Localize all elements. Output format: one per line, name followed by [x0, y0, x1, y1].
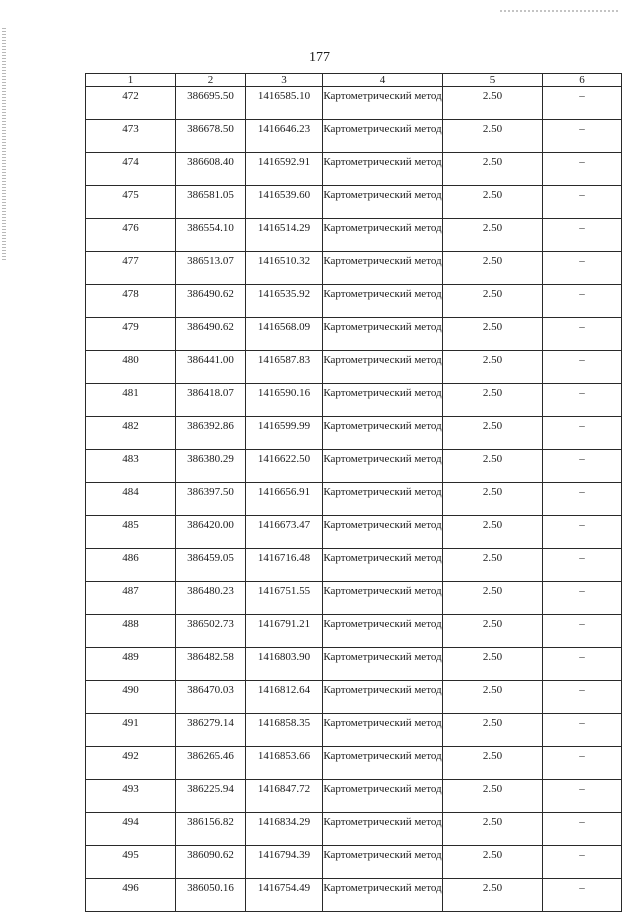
point-number-cell: 484: [86, 483, 176, 516]
x-coordinate-cell: 386470.03: [176, 681, 246, 714]
x-coordinate-cell: 386695.50: [176, 87, 246, 120]
table-row: [86, 450, 622, 483]
note-cell: –: [543, 648, 622, 681]
y-coordinate-cell: 1416656.91: [246, 483, 323, 516]
page-number: 177: [309, 50, 330, 65]
precision-cell: 2.50: [443, 879, 543, 912]
note-cell: –: [543, 87, 622, 120]
table-row: [86, 549, 622, 582]
point-number-cell: 493: [86, 780, 176, 813]
note-cell: –: [543, 351, 622, 384]
point-number-cell: 473: [86, 120, 176, 153]
note-cell: –: [543, 516, 622, 549]
table-row: [86, 417, 622, 450]
x-coordinate-cell: 386279.14: [176, 714, 246, 747]
y-coordinate-cell: 1416510.32: [246, 252, 323, 285]
point-number-cell: 474: [86, 153, 176, 186]
x-coordinate-cell: 386156.82: [176, 813, 246, 846]
x-coordinate-cell: 386502.73: [176, 615, 246, 648]
note-cell: –: [543, 747, 622, 780]
precision-cell: 2.50: [443, 549, 543, 582]
x-coordinate-cell: 386480.23: [176, 582, 246, 615]
y-coordinate-cell: 1416853.66: [246, 747, 323, 780]
method-cell: Картометрический метод: [323, 714, 443, 747]
x-coordinate-cell: 386608.40: [176, 153, 246, 186]
table-row: [86, 252, 622, 285]
precision-cell: 2.50: [443, 87, 543, 120]
method-cell: Картометрический метод: [323, 219, 443, 252]
note-cell: –: [543, 846, 622, 879]
precision-cell: 2.50: [443, 516, 543, 549]
table-row: [86, 186, 622, 219]
x-coordinate-cell: 386397.50: [176, 483, 246, 516]
table-row: [86, 714, 622, 747]
note-cell: –: [543, 318, 622, 351]
x-coordinate-cell: 386265.46: [176, 747, 246, 780]
precision-cell: 2.50: [443, 780, 543, 813]
note-cell: –: [543, 120, 622, 153]
method-cell: Картометрический метод: [323, 153, 443, 186]
note-cell: –: [543, 780, 622, 813]
x-coordinate-cell: 386459.05: [176, 549, 246, 582]
table-row: [86, 582, 622, 615]
y-coordinate-cell: 1416585.10: [246, 87, 323, 120]
precision-cell: 2.50: [443, 747, 543, 780]
x-coordinate-cell: 386490.62: [176, 285, 246, 318]
y-coordinate-cell: 1416803.90: [246, 648, 323, 681]
header-row: [86, 74, 622, 87]
precision-cell: 2.50: [443, 219, 543, 252]
note-cell: –: [543, 153, 622, 186]
x-coordinate-cell: 386225.94: [176, 780, 246, 813]
table-row: [86, 846, 622, 879]
precision-cell: 2.50: [443, 186, 543, 219]
table-row: [86, 351, 622, 384]
table-row: [86, 318, 622, 351]
note-cell: –: [543, 417, 622, 450]
method-cell: Картометрический метод: [323, 846, 443, 879]
header-cell-5: 5: [443, 74, 543, 87]
method-cell: Картометрический метод: [323, 450, 443, 483]
point-number-cell: 483: [86, 450, 176, 483]
point-number-cell: 472: [86, 87, 176, 120]
table-row: [86, 615, 622, 648]
header-cell-4: 4: [323, 74, 443, 87]
note-cell: –: [543, 879, 622, 912]
method-cell: Картометрический метод: [323, 681, 443, 714]
y-coordinate-cell: 1416592.91: [246, 153, 323, 186]
method-cell: Картометрический метод: [323, 615, 443, 648]
header-cell-3: 3: [246, 74, 323, 87]
table-row: [86, 879, 622, 912]
method-cell: Картометрический метод: [323, 351, 443, 384]
y-coordinate-cell: 1416794.39: [246, 846, 323, 879]
note-cell: –: [543, 615, 622, 648]
point-number-cell: 475: [86, 186, 176, 219]
table-row: [86, 219, 622, 252]
point-number-cell: 491: [86, 714, 176, 747]
note-cell: –: [543, 384, 622, 417]
x-coordinate-cell: 386090.62: [176, 846, 246, 879]
y-coordinate-cell: 1416514.29: [246, 219, 323, 252]
point-number-cell: 477: [86, 252, 176, 285]
note-cell: –: [543, 681, 622, 714]
precision-cell: 2.50: [443, 846, 543, 879]
note-cell: –: [543, 813, 622, 846]
precision-cell: 2.50: [443, 813, 543, 846]
note-cell: –: [543, 219, 622, 252]
y-coordinate-cell: 1416539.60: [246, 186, 323, 219]
note-cell: –: [543, 186, 622, 219]
coordinates-table: [85, 73, 622, 912]
method-cell: Картометрический метод: [323, 648, 443, 681]
y-coordinate-cell: 1416751.55: [246, 582, 323, 615]
point-number-cell: 488: [86, 615, 176, 648]
y-coordinate-cell: 1416754.49: [246, 879, 323, 912]
y-coordinate-cell: 1416812.64: [246, 681, 323, 714]
method-cell: Картометрический метод: [323, 747, 443, 780]
y-coordinate-cell: 1416568.09: [246, 318, 323, 351]
y-coordinate-cell: 1416535.92: [246, 285, 323, 318]
y-coordinate-cell: 1416834.29: [246, 813, 323, 846]
note-cell: –: [543, 714, 622, 747]
x-coordinate-cell: 386418.07: [176, 384, 246, 417]
point-number-cell: 487: [86, 582, 176, 615]
x-coordinate-cell: 386490.62: [176, 318, 246, 351]
y-coordinate-cell: 1416646.23: [246, 120, 323, 153]
precision-cell: 2.50: [443, 582, 543, 615]
precision-cell: 2.50: [443, 252, 543, 285]
method-cell: Картометрический метод: [323, 417, 443, 450]
point-number-cell: 495: [86, 846, 176, 879]
x-coordinate-cell: 386554.10: [176, 219, 246, 252]
method-cell: Картометрический метод: [323, 483, 443, 516]
precision-cell: 2.50: [443, 417, 543, 450]
x-coordinate-cell: 386513.07: [176, 252, 246, 285]
point-number-cell: 479: [86, 318, 176, 351]
x-coordinate-cell: 386441.00: [176, 351, 246, 384]
point-number-cell: 482: [86, 417, 176, 450]
method-cell: Картометрический метод: [323, 780, 443, 813]
note-cell: –: [543, 483, 622, 516]
table-row: [86, 780, 622, 813]
table-row: [86, 153, 622, 186]
precision-cell: 2.50: [443, 318, 543, 351]
method-cell: Картометрический метод: [323, 120, 443, 153]
point-number-cell: 486: [86, 549, 176, 582]
method-cell: Картометрический метод: [323, 516, 443, 549]
precision-cell: 2.50: [443, 483, 543, 516]
precision-cell: 2.50: [443, 450, 543, 483]
y-coordinate-cell: 1416791.21: [246, 615, 323, 648]
y-coordinate-cell: 1416847.72: [246, 780, 323, 813]
method-cell: Картометрический метод: [323, 549, 443, 582]
precision-cell: 2.50: [443, 153, 543, 186]
method-cell: Картометрический метод: [323, 318, 443, 351]
point-number-cell: 476: [86, 219, 176, 252]
point-number-cell: 496: [86, 879, 176, 912]
point-number-cell: 485: [86, 516, 176, 549]
table-row: [86, 384, 622, 417]
header-cell-1: 1: [86, 74, 176, 87]
point-number-cell: 490: [86, 681, 176, 714]
y-coordinate-cell: 1416599.99: [246, 417, 323, 450]
method-cell: Картометрический метод: [323, 252, 443, 285]
table-row: [86, 516, 622, 549]
method-cell: Картометрический метод: [323, 384, 443, 417]
precision-cell: 2.50: [443, 351, 543, 384]
point-number-cell: 492: [86, 747, 176, 780]
method-cell: Картометрический метод: [323, 879, 443, 912]
header-cell-6: 6: [543, 74, 622, 87]
x-coordinate-cell: 386482.58: [176, 648, 246, 681]
point-number-cell: 478: [86, 285, 176, 318]
scan-edge-top: [500, 10, 618, 12]
precision-cell: 2.50: [443, 714, 543, 747]
precision-cell: 2.50: [443, 384, 543, 417]
method-cell: Картометрический метод: [323, 285, 443, 318]
method-cell: Картометрический метод: [323, 186, 443, 219]
point-number-cell: 481: [86, 384, 176, 417]
y-coordinate-cell: 1416673.47: [246, 516, 323, 549]
note-cell: –: [543, 450, 622, 483]
precision-cell: 2.50: [443, 615, 543, 648]
table-row: [86, 87, 622, 120]
method-cell: Картометрический метод: [323, 87, 443, 120]
table-row: [86, 648, 622, 681]
x-coordinate-cell: 386380.29: [176, 450, 246, 483]
table-row: [86, 120, 622, 153]
x-coordinate-cell: 386050.16: [176, 879, 246, 912]
note-cell: –: [543, 549, 622, 582]
method-cell: Картометрический метод: [323, 582, 443, 615]
method-cell: Картометрический метод: [323, 813, 443, 846]
table-row: [86, 285, 622, 318]
y-coordinate-cell: 1416858.35: [246, 714, 323, 747]
precision-cell: 2.50: [443, 681, 543, 714]
table-row: [86, 681, 622, 714]
precision-cell: 2.50: [443, 120, 543, 153]
table-row: [86, 483, 622, 516]
y-coordinate-cell: 1416587.83: [246, 351, 323, 384]
y-coordinate-cell: 1416590.16: [246, 384, 323, 417]
note-cell: –: [543, 582, 622, 615]
table-row: [86, 747, 622, 780]
point-number-cell: 480: [86, 351, 176, 384]
precision-cell: 2.50: [443, 648, 543, 681]
precision-cell: 2.50: [443, 285, 543, 318]
note-cell: –: [543, 285, 622, 318]
table-body: [86, 87, 622, 912]
y-coordinate-cell: 1416716.48: [246, 549, 323, 582]
header-cell-2: 2: [176, 74, 246, 87]
y-coordinate-cell: 1416622.50: [246, 450, 323, 483]
table-row: [86, 813, 622, 846]
note-cell: –: [543, 252, 622, 285]
point-number-cell: 494: [86, 813, 176, 846]
x-coordinate-cell: 386420.00: [176, 516, 246, 549]
x-coordinate-cell: 386678.50: [176, 120, 246, 153]
point-number-cell: 489: [86, 648, 176, 681]
x-coordinate-cell: 386581.05: [176, 186, 246, 219]
x-coordinate-cell: 386392.86: [176, 417, 246, 450]
